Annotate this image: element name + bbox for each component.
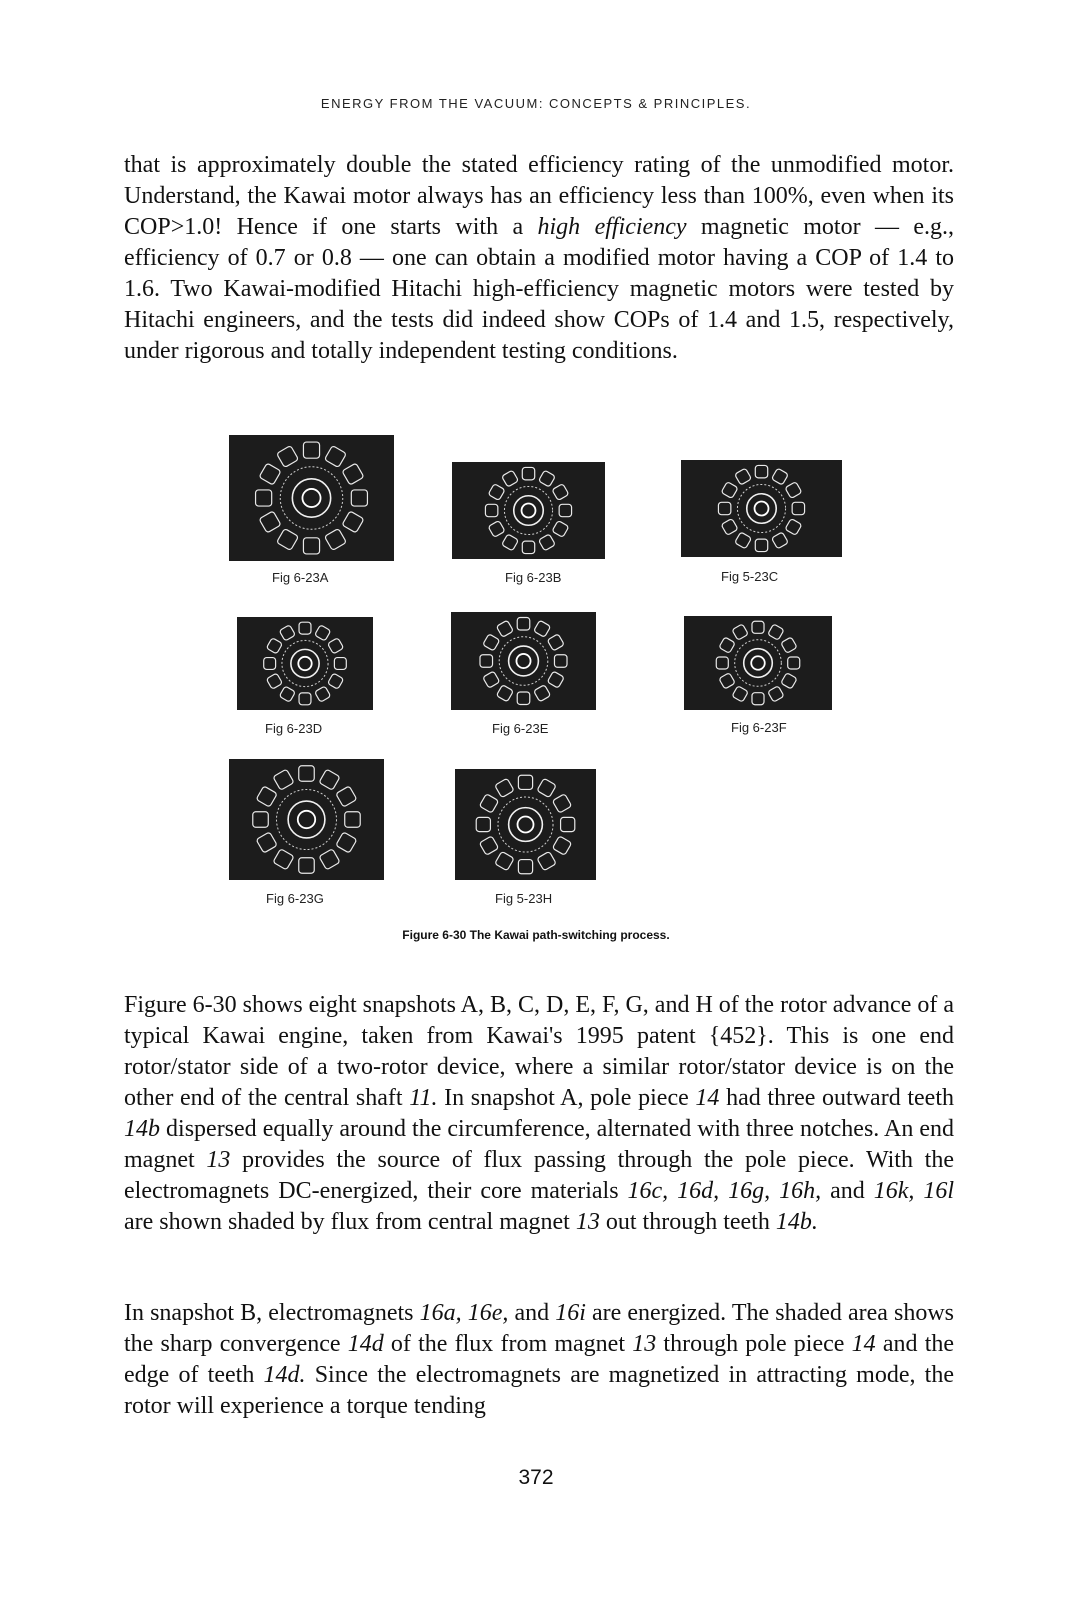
figure-5-23h-caption: Fig 5-23H (495, 891, 553, 906)
p3-text-k: and the edge of teeth (124, 1331, 955, 1388)
figure-6-23g-image (229, 759, 384, 880)
p3-text-c: and (508, 1300, 556, 1326)
p2-text-c: In snapshot A, pole piece (437, 1085, 696, 1111)
figure-5-23c-image (681, 460, 842, 557)
p3-italic-j: 14 (851, 1331, 876, 1357)
paragraph-3 (124, 1298, 954, 1422)
p2-text-m: are shown shaded by flux from central magnet (124, 1209, 576, 1235)
figure-6-23d-image (237, 617, 373, 710)
p2-italic-j: 16c, 16d, 16g, 16h, (627, 1178, 822, 1204)
figure-6-23b-caption: Fig 6-23B (505, 570, 562, 585)
p2-text-i: provides the source of flux passing through the pole piece. With the electromagnets DC-energized, their core materials (124, 1147, 954, 1204)
p1-text-c: magnetic motor — e.g., efficiency of 0.7 or 0.8 — one can obtain a modified motor having a COP of 1.4 to 1.6. Two Kawai-modified Hitachi high-efficiency magnetic motors were tested by Hitachi engineers, and the tests did indeed show COPs of 1.4 and 1.5, respectively, under rigorous and totally independent testing conditions. (124, 214, 955, 364)
p3-text-e: are energized. The shaded area shows the sharp convergence (124, 1300, 955, 1357)
figure-5-23h-image (455, 769, 596, 880)
figure-6-23e-caption: Fig 6-23E (492, 721, 549, 736)
p2-italic-n: 13 (575, 1209, 600, 1235)
rotor-diagram-art (452, 462, 605, 559)
p3-text-a: In snapshot B, electromagnets (124, 1300, 420, 1326)
rotor-diagram-art (451, 612, 596, 710)
figure-6-23d-caption: Fig 6-23D (265, 721, 323, 736)
p2-text-k: and (821, 1178, 874, 1204)
paragraph-2 (124, 990, 954, 1238)
p3-text-m: Since the electromagnets are magnetized in attracting mode, the rotor will experience a torque tending (124, 1362, 954, 1419)
p2-italic-l: 16k, 16l (873, 1178, 955, 1204)
p3-text-i: through pole piece (656, 1331, 852, 1357)
rotor-diagram-art (681, 460, 842, 557)
p2-italic-b: 11. (409, 1085, 438, 1111)
figure-caption: Figure 6-30 The Kawai path-switching process. (402, 928, 670, 942)
page-number: 372 (518, 1466, 554, 1489)
p3-italic-d: 16i (555, 1300, 586, 1326)
figure-6-23f-caption: Fig 6-23F (731, 720, 787, 735)
rotor-diagram-art (237, 617, 373, 710)
figure-6-23a-caption: Fig 6-23A (272, 570, 329, 585)
p2-text-e: had three outward teeth (719, 1085, 954, 1111)
rotor-diagram-art (229, 759, 384, 880)
p3-italic-h: 13 (632, 1331, 657, 1357)
p3-italic-f: 14d (347, 1331, 384, 1357)
p1-italic-high-efficiency: high efficiency (537, 214, 687, 240)
figure-6-23g-caption: Fig 6-23G (266, 891, 324, 906)
p2-text-o: out through teeth (599, 1209, 776, 1235)
figure-6-23b-image (452, 462, 605, 559)
figure-6-23a-image (229, 435, 394, 561)
rotor-diagram-art (455, 769, 596, 880)
figure-6-23e-image (451, 612, 596, 710)
p3-text-g: of the flux from magnet (383, 1331, 633, 1357)
p2-italic-f: 14b (124, 1116, 160, 1142)
p1-text-a: that is approximately double the stated efficiency rating of the unmodified motor. Understand, the Kawai motor always has an efficiency less than 100%, even when its COP>1.0! Hence if one starts with a (124, 152, 954, 240)
figure-5-23c-caption: Fig 5-23C (721, 569, 779, 584)
p2-text-a: Figure 6-30 shows eight snapshots A, B, C, D, E, F, G, and H of the rotor advance of a typical Kawai engine, taken from Kawai's 1995 patent {452}. This is one end rotor/stator side of a two-rotor device, where a similar rotor/stator device is on the other end of the central shaft (124, 992, 954, 1111)
p2-italic-d: 14 (695, 1085, 720, 1111)
p3-italic-b: 16a, 16e, (419, 1300, 509, 1326)
figure-6-23f-image (684, 616, 832, 710)
running-header: ENERGY FROM THE VACUUM: CONCEPTS & PRINCIPLES. (320, 96, 752, 111)
p2-italic-p: 14b. (775, 1209, 818, 1235)
p2-text-g: dispersed equally around the circumference, alternated with three notches. An end magnet (124, 1116, 954, 1173)
p3-italic-l: 14d. (263, 1362, 306, 1388)
rotor-diagram-art (229, 435, 394, 561)
paragraph-1 (124, 150, 954, 367)
rotor-diagram-art (684, 616, 832, 710)
p2-italic-h: 13 (206, 1147, 231, 1173)
